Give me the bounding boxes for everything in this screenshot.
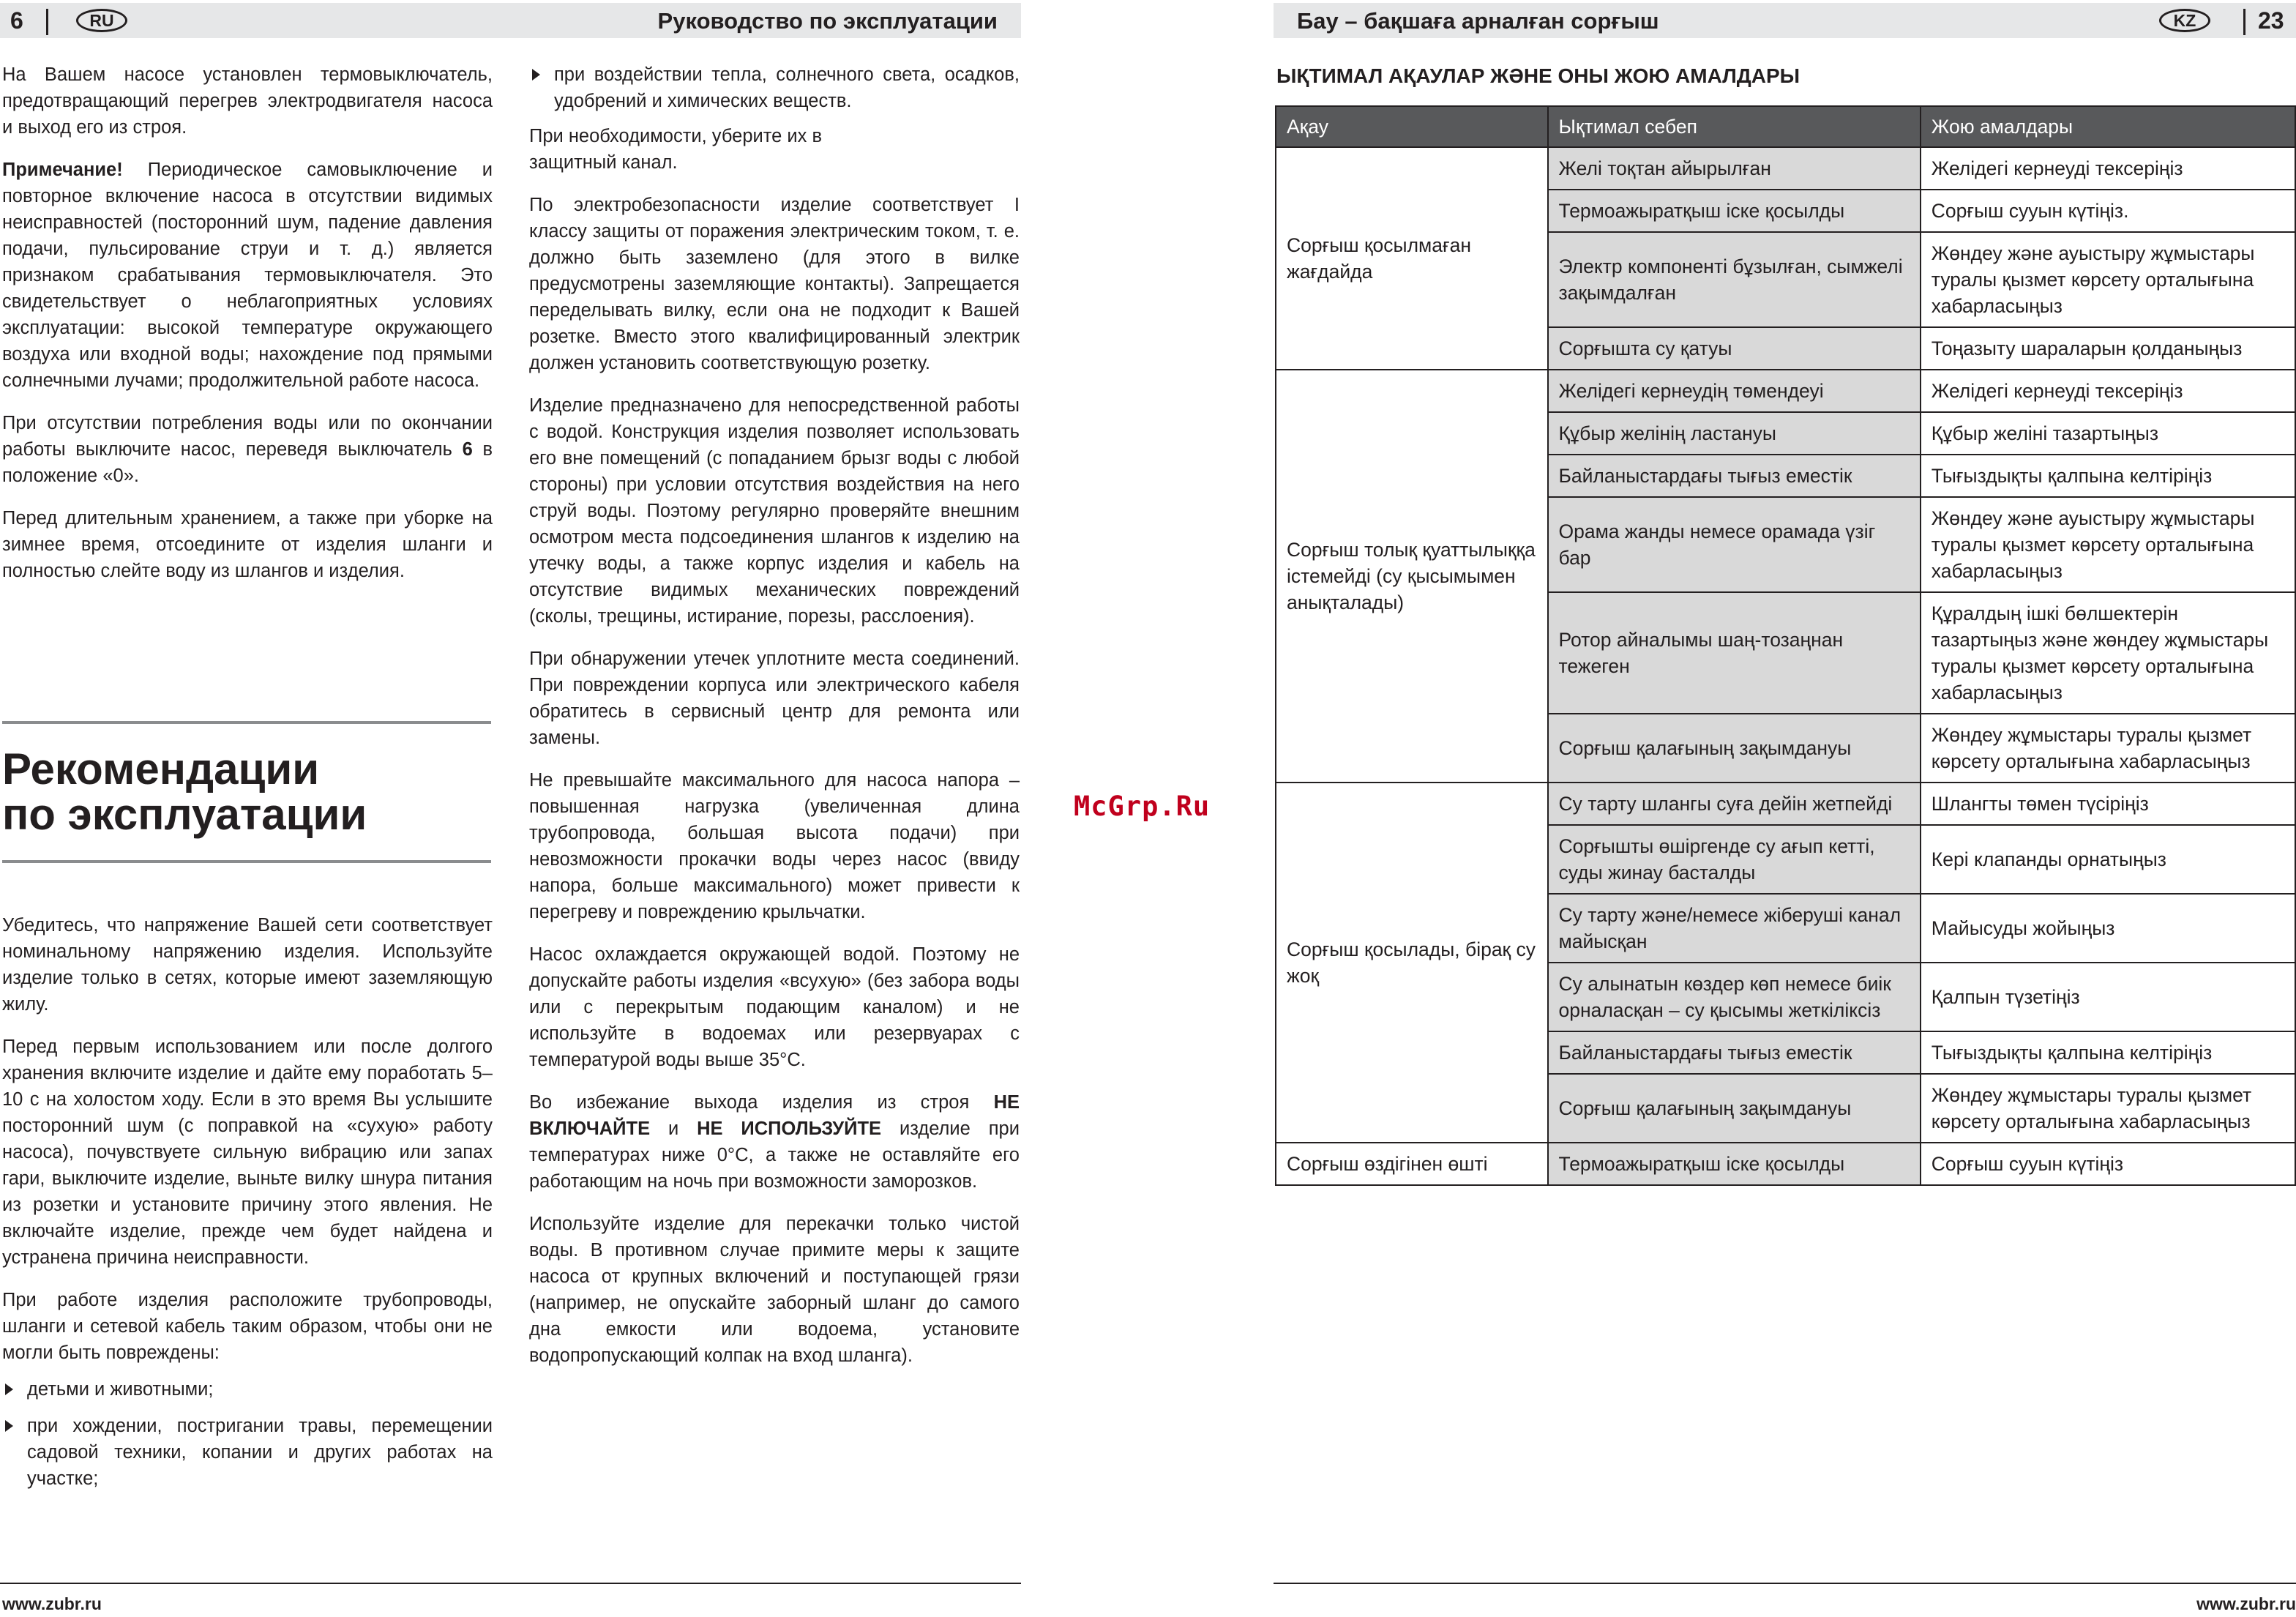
left-footer-url[interactable]: www.zubr.ru [2,1594,102,1613]
bullet-item: при воздействии тепла, солнечного света, осадков, удобрений и химических веществ. [529,61,1020,114]
right-footer-url[interactable]: www.zubr.ru [2196,1594,2296,1613]
table-heading: ЫҚТИМАЛ АҚАУЛАР ЖӘНЕ ОНЫ ЖОЮ АМАЛДАРЫ [1276,64,1800,87]
problem-cell: Сорғыш қосылады, бірақ су жоқ [1276,783,1548,1143]
action-cell: Жөндеу және ауыстыру жұмыстары туралы қызмет көрсету орталығына хабарласыңыз [1921,232,2295,327]
right-header-divider [2243,9,2245,35]
section-rule [2,721,491,724]
cause-cell: Құбыр желінің ластануы [1548,412,1921,455]
right-page-number: 23 [2258,7,2284,34]
left-page [0,0,1025,1617]
placement-paragraph: При работе изделия расположите трубопроводы, шланги и сетевой кабель таким образом, чтобы они не могли быть повреждены: [2,1290,493,1363]
watermark: McGrp.Ru [1074,791,1211,822]
thermal-switch-paragraph: На Вашем насосе установлен термовыключатель, предотвращающий перегрев электродвигателя насоса и выход его из строя. [2,64,493,138]
switch-number: 6 [462,439,473,460]
cause-cell: Электр компоненті бұзылған, сымжелі зақымдалған [1548,232,1921,327]
frost-text-b: и [650,1119,698,1139]
action-cell: Тоңазыту шараларын қолданыңыз [1921,327,2295,370]
action-cell: Тығыздықты қалпына келтіріңіз [1921,1031,2295,1074]
cause-cell: Су тарту шлангы суға дейін жетпейді [1548,783,1921,825]
problem-cell: Сорғыш қосылмаған жағдайда [1276,147,1548,370]
action-cell: Қалпын түзетіңіз [1921,963,2295,1031]
voltage-paragraph: Убедитесь, что напряжение Вашей сети соответствует номинальному напряжению изделия. Используйте изделие только в сетях, которые имеют заземляющую жилу. [2,915,493,1015]
cause-cell: Желідегі кернеудің төмендеуі [1548,370,1921,412]
section-title-line2: по эксплуатации [2,790,367,839]
cause-cell: Су тарту және/немесе жіберуші канал майысқан [1548,894,1921,963]
protective-channel-paragraph: При необходимости, уберите их в защитный канал. [529,126,823,173]
left-column-top [2,61,493,600]
left-column-bottom [2,912,493,1502]
cause-cell: Желі тоқтан айырылған [1548,147,1921,190]
right-column [529,61,1020,1385]
electrical-safety-paragraph: По электробезопасности изделие соответствует I классу защиты от поражения электрическим током, т. е. должно быть заземлено (для этого в вилке предусмотрены заземляющие контакты). Запрещается переделывать вилку, если она не подходит к Вашей розетке. Вместо этого квалифицированный электрик должен установить соответствующую розетку. [529,195,1020,373]
switch-off-paragraph [2,410,493,489]
bullet-item: детьми и животными; [2,1376,493,1403]
table-header-row [1276,106,2295,147]
action-cell: Сорғыш сууын күтіңіз. [1921,190,2295,232]
action-cell: Сорғыш сууын күтіңіз [1921,1143,2295,1185]
cause-cell: Байланыстардағы тығыз еместік [1548,455,1921,497]
section-title-line1: Рекомендации [2,744,320,793]
cause-cell: Байланыстардағы тығыз еместік [1548,1031,1921,1074]
action-cell: Майысуды жойыңыз [1921,894,2295,963]
max-head-paragraph: Не превышайте максимального для насоса напора – повышенная нагрузка (увеличенная длина трубопровода, большая высота подачи) при невозможности прокачки воды через насос (ввиду напора, больше максимального) может привести к перегреву и повреждению крыльчатки. [529,770,1020,922]
cause-cell: Термоажыратқыш іске қосылды [1548,1143,1921,1185]
switch-off-text-a: При отсутствии потребления воды или по окончании работы выключите насос, переведя выключатель [2,413,493,460]
cause-cell: Сорғыш қалағының зақымдануы [1548,714,1921,783]
problem-cell: Сорғыш толық қуаттылыққа істемейді (су қысымымен анықталады) [1276,370,1548,783]
action-cell: Құралдың ішкі бөлшектерін тазартыңыз және жөндеу жұмыстары туралы қызмет көрсету орталығына хабарласыңыз [1921,592,2295,714]
action-cell: Кері клапанды орнатыңыз [1921,825,2295,894]
section-title [2,744,367,839]
column-header-problem: Ақау [1276,106,1548,147]
column-header-action: Жою амалдары [1921,106,2295,147]
left-page-number: 6 [10,7,23,34]
storage-paragraph: Перед длительным хранением, а также при уборке на зимнее время, отсоедините от изделия шланги и полностью слейте воду из шлангов и изделия. [2,508,493,581]
troubleshooting-table [1275,105,2296,1186]
table-row [1276,147,2295,190]
left-header-title: Руководство по эксплуатации [657,8,998,34]
action-cell: Жөндеу жұмыстары туралы қызмет көрсету орталығына хабарласыңыз [1921,714,2295,783]
leak-paragraph: При обнаружении утечек уплотните места соединений. При повреждении корпуса или электрического кабеля обратитесь в сервисный центр для ремонта или замены. [529,649,1020,748]
water-use-paragraph: Изделие предназначено для непосредственной работы с водой. Конструкция изделия позволяет использовать его вне помещений (с попаданием брызг воды с любой стороны) при условии отсутствия воздействия на него струй воды. Поэтому регулярно проверяйте внешним осмотром места подсоединения шлангов к изделию на утечку воды, а также корпус изделия и кабель на отсутствие видимых механических повреждений (сколы, трещины, истирание, порезы, расслоения). [529,395,1020,627]
table-row [1276,370,2295,412]
left-header-divider [46,9,48,35]
bullet-item: при хождении, постригании травы, перемещении садовой техники, копании и других работах на участке; [2,1413,493,1492]
cause-cell: Су алынатын көздер көп немесе биік орналасқан – су қысымы жеткіліксіз [1548,963,1921,1031]
left-lang-badge: RU [76,9,127,32]
action-cell: Желідегі кернеуді тексеріңіз [1921,147,2295,190]
cause-cell: Орама жанды немесе орамада үзіг бар [1548,497,1921,592]
action-cell: Желідегі кернеуді тексеріңіз [1921,370,2295,412]
left-footer-line [0,1583,1021,1584]
frost-text-c: изделие при температурах ниже 0°C, а также не оставляйте его работающим на ночь при возможности заморозков. [529,1119,1020,1192]
frost-warning-1: НЕ ВКЛЮЧАЙТЕ [529,1092,1020,1139]
note-text: Периодическое самовыключение и повторное включение насоса в отсутствии видимых неисправностей (посторонний шум, падение давления подачи, пульсирование струи и т. д.) является признаком срабатывания термовыключателя. Это свидетельствует о неблагоприятных условиях эксплуатации: высокой температуре окружающего воздуха или входной воды; нахождение под прямыми солнечными лучами; продолжительной работе насоса. [2,160,493,391]
clean-water-paragraph: Используйте изделие для перекачки только чистой воды. В противном случае примите меры к защите насоса от крупных включений и поступающей грязи (например, не опускайте заборный шланг до самого дна емкости или водоема, установите водопропускающий колпак на вход шланга). [529,1214,1020,1366]
action-cell: Жөндеу және ауыстыру жұмыстары туралы қызмет көрсету орталығына хабарласыңыз [1921,497,2295,592]
table-row [1276,1143,2295,1185]
left-header-bar [0,3,1021,38]
first-use-paragraph: Перед первым использованием или после долгого хранения включите изделие и дайте ему поработать 5–10 с на холостом ходу. Если в это время Вы услышите посторонний шум (с поправкой на «сухую» работу насоса), почувствуете сильную вибрацию или запах гари, выключите изделие, выньте вилку шнура питания из розетки и установите причину этого явления. Не включайте изделие, прежде чем будет найдена и устранена причина неисправности. [2,1037,493,1268]
action-cell: Тығыздықты қалпына келтіріңіз [1921,455,2295,497]
problem-cell: Сорғыш өздігінен өшті [1276,1143,1548,1185]
column-header-cause: Ықтимал себеп [1548,106,1921,147]
table-body [1276,147,2295,1185]
right-lang-badge: KZ [2159,9,2210,32]
frost-paragraph [529,1089,1020,1195]
table-row [1276,783,2295,825]
right-footer-line [1274,1583,2296,1584]
action-cell: Құбыр желіні тазартыңыз [1921,412,2295,455]
cause-cell: Сорғыш қалағының зақымдануы [1548,1074,1921,1143]
right-header-bar [1274,3,2296,38]
switch-off-text-b: в положение «0». [2,439,493,486]
cause-cell: Сорғышта су қатуы [1548,327,1921,370]
cause-cell: Термоажыратқыш іске қосылды [1548,190,1921,232]
cause-cell: Ротор айналымы шаң-тозаңнан тежеген [1548,592,1921,714]
right-header-title: Бау – бақшаға арналған сорғыш [1297,8,1659,34]
frost-text-a: Во избежание выхода изделия из строя [529,1092,994,1113]
cause-cell: Сорғышты өшіргенде су ағып кетті, суды жинау басталды [1548,825,1921,894]
action-cell: Жөндеу жұмыстары туралы қызмет көрсету орталығына хабарласыңыз [1921,1074,2295,1143]
section-rule-bottom [2,860,491,863]
right-page [1274,0,2296,1617]
cooling-paragraph: Насос охлаждается окружающей водой. Поэтому не допускайте работы изделия «всухую» (без забора воды или с перекрытым подающим каналом) и не используйте в водоемах или резервуарах с температурой воды выше 35°C. [529,944,1020,1070]
note-paragraph [2,157,493,394]
note-label: Примечание! [2,160,123,180]
frost-warning-2: НЕ ИСПОЛЬЗУЙТЕ [697,1119,882,1139]
action-cell: Шлангты төмен түсіріңіз [1921,783,2295,825]
